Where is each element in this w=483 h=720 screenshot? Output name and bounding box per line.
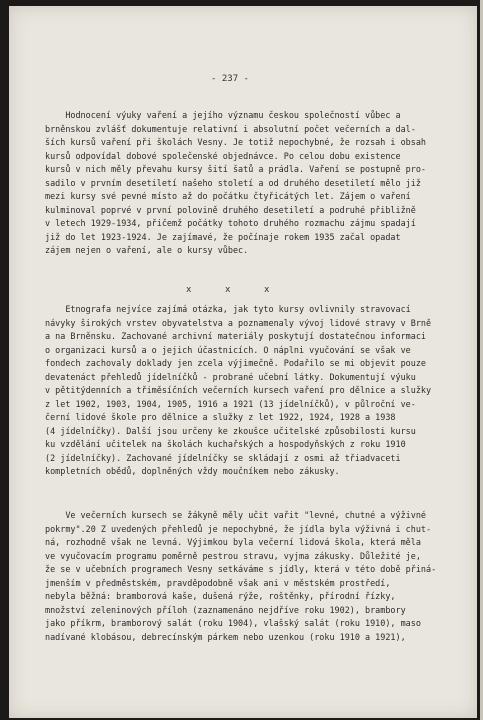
text-line: Hodnocení výuky vaření a jejího významu českou společností vůbec a [45,110,401,120]
text-line: nadívané klobásou, debrecínským párkem nebo uzenkou (roku 1910 a 1921), [45,631,406,642]
text-line: a na Brněnsku. Zachované archivní materiály poskytují dostatečnou informaci [45,331,426,341]
text-line: nebyla běžná: bramborová kaše, dušená rýže, roštěnky, přírodní řízky, [45,591,396,601]
text-line: zájem nejen o vaření, ale o kursy vůbec. [45,245,249,255]
text-line: ve vyučovacím programu poměrně pestrou stravu, vyjma zákusky. Důležité je, [45,550,421,561]
text-line: že se v učebních programech Vesny setkáváme s jídly, která v této době přiná- [45,564,437,574]
text-line: pokrmy".20 Z uvedených přehledů je nepochybné, že jídla byla výživná i chut- [45,523,432,534]
text-line: sadilo v prvním desetiletí našeho století a od druhého desetiletí mělo již [45,177,421,188]
text-line: množství zeleninových příloh (zaznamenáno nejdříve roku 1902), brambory [45,604,406,615]
paragraph-3 [45,509,463,644]
separator-mark: x [225,285,231,295]
text-line: fondech zachovaly doklady jen zcela výjimečně. Podařilo se mi objevit pouze [45,358,426,368]
page-number: - 237 - [211,74,249,84]
text-line: v letech 1929-1934, přičemž počátky tohoto druhého rozmachu zájmu spadají [45,218,416,228]
text-line: jako příkrm, bramborový salát (roku 1904), vlašský salát (roku 1910), maso [45,618,421,628]
text-line: ších kursů vaření při školách Vesny. Je totiž nepochybné, že rozsah i obsah [45,137,426,147]
text-line: v pětitýdenních a třiměsíčních večerních kursech vaření pro dělnice a služky [45,385,432,395]
text-line: Etnografa nejvíce zajímá otázka, jak tyto kursy ovlivnily stravovací [45,304,411,314]
text-line: (2 jídelníčky). Zachované jídelníčky se skládají z osmi až třiadvaceti [45,452,401,463]
text-line: devatenáct přehledů jídelníčků - probrané učební látky. Dokumentují výuku [45,371,416,382]
text-line: mezi kursy své pevné místo až do počátku čtyřicátých let. Zájem o vaření [45,191,411,201]
text-line: ku vzdělání učitelek na školách kuchařských a hospodyňských z roku 1910 [45,439,406,449]
text-line: již do let 1923-1924. Je zajímavé, že počínaje rokem 1935 začal opadat [45,231,401,242]
text-line: návyky širokých vrstev obyvatelstva a poznamenaly vývoj lidové stravy v Brně [45,317,432,328]
document-page [9,6,477,718]
text-line: z let 1902, 1903, 1904, 1905, 1916 a 1921 (13 jídelníčků), v půlroční ve- [45,398,416,409]
paragraph-1 [45,109,463,258]
separator-mark: x [264,285,270,295]
text-line: černí lidové škole pro dělnice a služky z let 1922, 1924, 1928 a 1938 [45,412,396,422]
paragraph-2 [45,303,463,479]
text-line: jmenším v předměstském, pravděpodobně však ani v městském prostředí, [45,577,391,588]
text-line: brněnskou zvlášť dokumentuje relativní i absolutní počet večerních a dal- [45,123,416,134]
separator-mark: x [186,285,192,295]
text-line: kursů v nich měly převahu kursy šití šatů a prádla. Vaření se postupně pro- [45,164,426,174]
text-line: Ve večerních kursech se žákyně měly učit vařit "levné, chutné a výživné [45,510,426,520]
text-line: o organizaci kursů a o jejich účastnicích. O náplni vyučování se však ve [45,344,411,355]
text-line: kompletních obědů, doplněných vždy moučníkem nebo zákusky. [45,466,340,476]
page-content [45,6,463,718]
text-line: ná, rozhodně však ne levná. Výjimkou byla večerní lidová škola, která měla [45,537,421,547]
text-line: (4 jídelníčky). Další jsou určeny ke zkoušce učitelské způsobilosti kursu [45,425,416,436]
text-line: kursů odpovídal dobové společenské objednávce. Po celou dobu existence [45,150,401,161]
text-line: kulminoval poprvé v první polovině druhého desetiletí a podruhé přibližně [45,204,416,215]
